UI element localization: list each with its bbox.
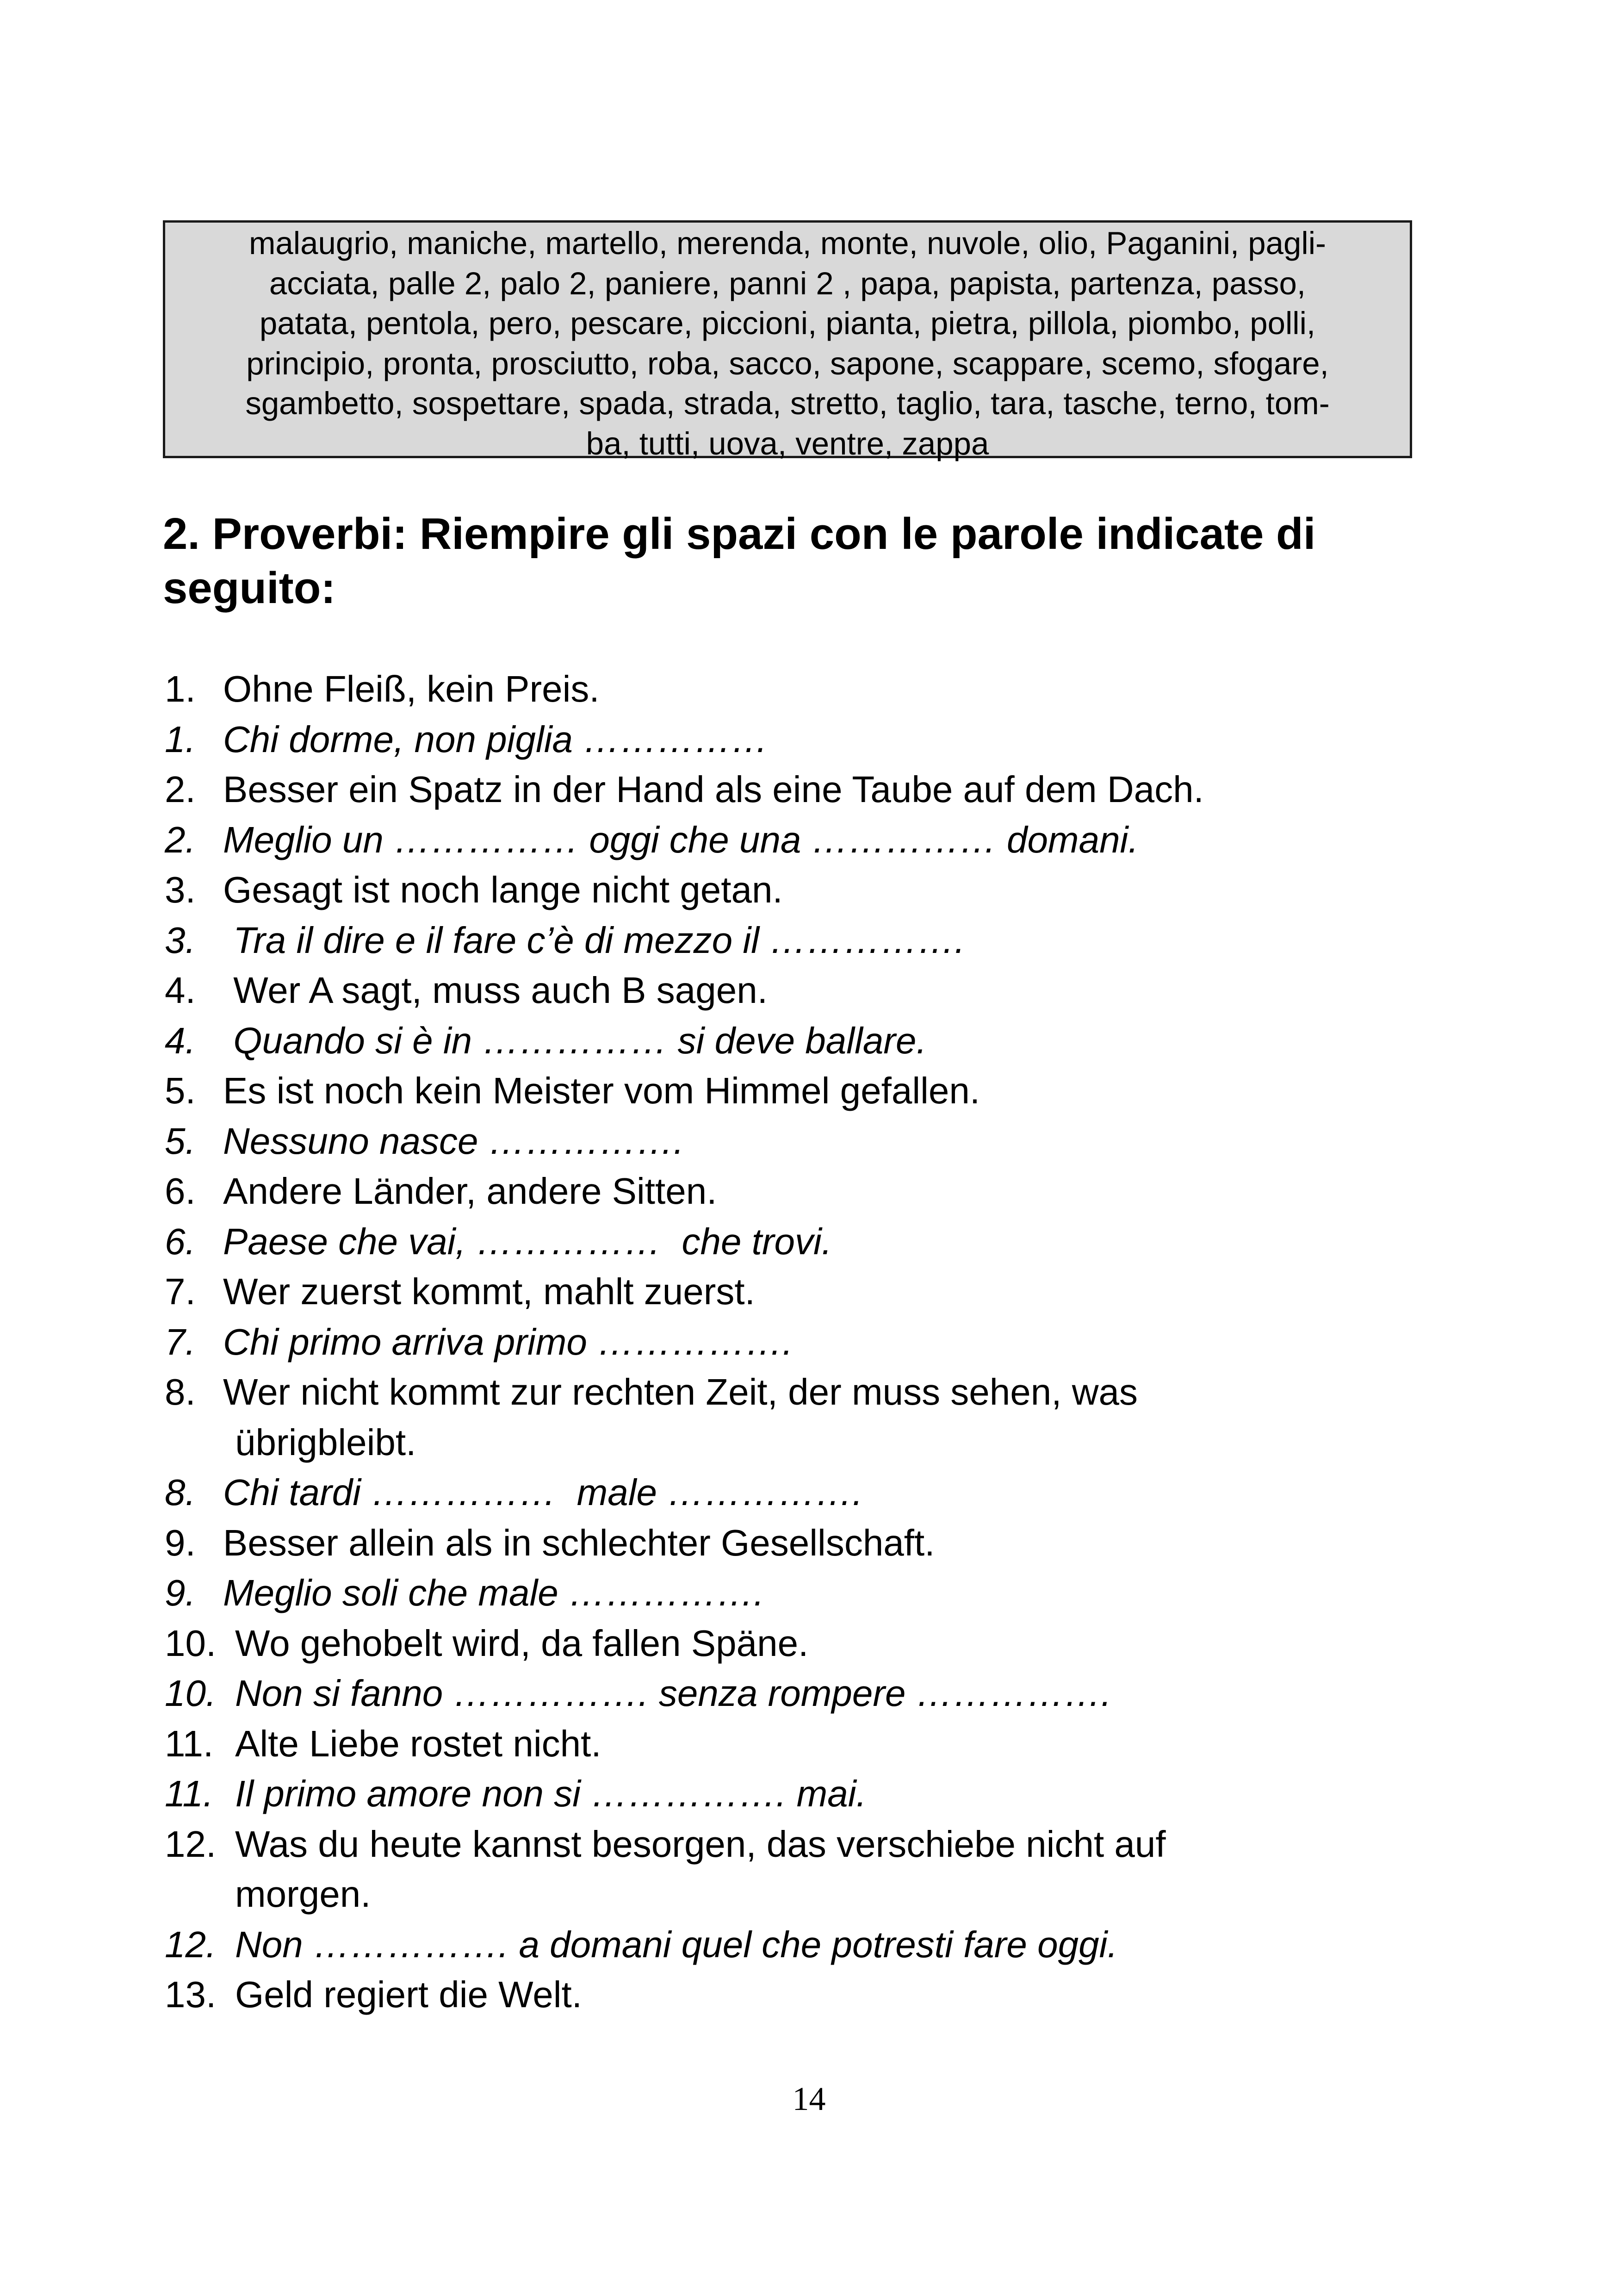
section-heading-line2: seguito:	[163, 563, 336, 613]
item-text: Chi primo arriva primo …………….	[223, 1321, 793, 1363]
page-number: 14	[792, 2080, 826, 2117]
item-number: 2.	[165, 819, 196, 860]
item-number: 2.	[165, 769, 196, 810]
item-number: 12.	[165, 1923, 217, 1965]
item-number: 6.	[165, 1220, 196, 1262]
item-text: Ohne Fleiß, kein Preis.	[223, 668, 600, 709]
item-number: 9.	[165, 1522, 196, 1563]
word-bank-line: ba, tutti, uova, ventre, zappa	[586, 425, 989, 461]
word-bank-line: patata, pentola, pero, pescare, piccioni, pianta, pietra, pillola, piombo, polli,	[259, 305, 1316, 341]
proverb-list	[165, 664, 1506, 2020]
proverb-italian	[165, 1317, 1506, 1368]
proverb-german	[165, 965, 1506, 1016]
item-number: 1.	[165, 668, 196, 709]
item-number: 11.	[165, 1723, 214, 1764]
item-text: Quando si è in …………… si deve ballare.	[223, 1020, 927, 1061]
item-text: Chi tardi …………… male …………….	[223, 1472, 863, 1513]
item-number: 13.	[165, 1974, 217, 2015]
proverb-german	[165, 765, 1506, 815]
proverb-german-multiline	[165, 1367, 1506, 1468]
item-text: Wer zuerst kommt, mahlt zuerst.	[223, 1271, 755, 1312]
item-number: 8.	[165, 1472, 196, 1513]
item-text: Nessuno nasce …………….	[223, 1120, 684, 1162]
item-text: Tra il dire e il fare c’è di mezzo il …………….	[223, 919, 965, 961]
proverb-italian	[165, 1468, 1506, 1518]
word-bank-box	[163, 220, 1412, 461]
item-number: 1.	[165, 718, 196, 760]
item-text: Gesagt ist noch lange nicht getan.	[223, 869, 783, 910]
proverb-german	[165, 1719, 1506, 1769]
item-text: Non ……………. a domani quel che potresti fare oggi.	[235, 1923, 1118, 1965]
item-text: Il primo amore non si ……………. mai.	[235, 1773, 867, 1814]
proverb-italian	[165, 815, 1506, 865]
item-text: Geld regiert die Welt.	[235, 1974, 582, 2015]
item-number: 7.	[165, 1321, 196, 1363]
proverb-german	[165, 865, 1506, 915]
proverb-italian	[165, 1217, 1506, 1267]
item-number: 10.	[165, 1673, 217, 1714]
proverb-italian	[165, 1568, 1506, 1618]
item-text: Andere Länder, andere Sitten.	[223, 1170, 717, 1212]
proverb-german	[165, 1518, 1506, 1568]
item-text-continuation: übrigbleibt.	[235, 1421, 416, 1463]
item-text: Besser ein Spatz in der Hand als eine Taube auf dem Dach.	[223, 769, 1204, 810]
proverb-german	[165, 664, 1506, 715]
word-bank-line: principio, pronta, prosciutto, roba, sacco, sapone, scappare, scemo, sfogare,	[246, 345, 1329, 381]
item-number: 4.	[165, 1020, 196, 1061]
proverb-italian	[165, 915, 1506, 966]
word-bank-line: sgambetto, sospettare, spada, strada, stretto, taglio, tara, tasche, terno, tom-	[245, 386, 1330, 421]
item-text: Es ist noch kein Meister vom Himmel gefallen.	[223, 1070, 980, 1111]
item-number: 11.	[165, 1773, 214, 1814]
proverb-german	[165, 1618, 1506, 1669]
item-number: 5.	[165, 1120, 196, 1162]
item-number: 9.	[165, 1572, 196, 1613]
item-number: 3.	[165, 919, 196, 961]
item-text: Non si fanno ……………. senza rompere …………….	[235, 1673, 1111, 1714]
item-text: Besser allein als in schlechter Gesellschaft.	[223, 1522, 935, 1563]
proverb-italian	[165, 715, 1506, 765]
item-text: Meglio soli che male …………….	[223, 1572, 764, 1613]
section-heading-line1: 2. Proverbi: Riempire gli spazi con le parole indicate di	[163, 509, 1316, 559]
item-text: Was du heute kannst besorgen, das verschiebe nicht auf	[235, 1823, 1166, 1865]
proverb-italian	[165, 1920, 1506, 1970]
item-number: 3.	[165, 869, 196, 910]
item-number: 4.	[165, 970, 196, 1011]
proverb-italian	[165, 1016, 1506, 1066]
section-heading	[163, 507, 1435, 615]
proverb-german	[165, 1066, 1506, 1116]
proverb-german-multiline	[165, 1819, 1506, 1920]
item-number: 12.	[165, 1823, 217, 1865]
item-text: Alte Liebe rostet nicht.	[235, 1723, 601, 1764]
proverb-italian	[165, 1668, 1506, 1719]
item-text: Wer nicht kommt zur rechten Zeit, der muss sehen, was	[223, 1371, 1138, 1412]
item-text: Meglio un …………… oggi che una …………… domani.	[223, 819, 1139, 860]
proverb-italian	[165, 1769, 1506, 1819]
item-number: 7.	[165, 1271, 196, 1312]
item-number: 10.	[165, 1622, 217, 1664]
item-number: 5.	[165, 1070, 196, 1111]
item-text: Wo gehobelt wird, da fallen Späne.	[235, 1622, 809, 1664]
item-text: Paese che vai, …………… che trovi.	[223, 1220, 832, 1262]
proverb-italian	[165, 1116, 1506, 1167]
item-number: 8.	[165, 1371, 196, 1412]
item-text: Wer A sagt, muss auch B sagen.	[223, 970, 768, 1011]
proverb-german	[165, 1970, 1506, 2020]
word-bank-line: acciata, palle 2, palo 2, paniere, panni 2 , papa, papista, partenza, passo,	[269, 265, 1306, 301]
item-text-continuation: morgen.	[235, 1873, 371, 1915]
proverb-german	[165, 1166, 1506, 1217]
item-text: Chi dorme, non piglia ……………	[223, 718, 769, 760]
word-bank-line: malaugrio, maniche, martello, merenda, monte, nuvole, olio, Paganini, pagli-	[248, 225, 1327, 261]
item-number: 6.	[165, 1170, 196, 1212]
proverb-german	[165, 1267, 1506, 1317]
